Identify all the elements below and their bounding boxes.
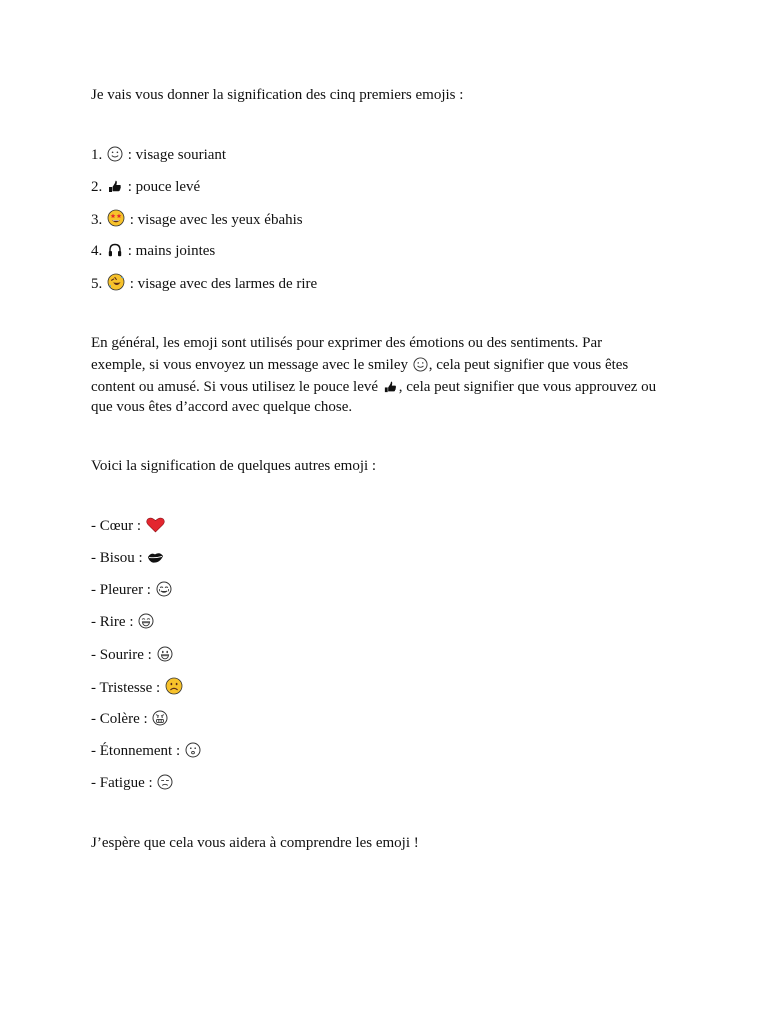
list-item <box>91 273 317 294</box>
list-text: - Sourire : <box>91 647 152 663</box>
paragraph-line <box>91 377 656 397</box>
list-item <box>91 145 226 165</box>
list-item <box>91 741 202 761</box>
list-number: 3. <box>91 212 103 228</box>
paragraph-line: En général, les emoji sont utilisés pour exprimer des émotions ou des sentiments. Par <box>91 335 603 351</box>
list-text: : pouce levé <box>127 179 201 195</box>
list-number: 1. <box>91 147 103 163</box>
list-item <box>91 612 155 632</box>
list-item <box>91 773 174 793</box>
laughing-face-outline-icon <box>138 613 154 629</box>
list-item <box>91 177 200 197</box>
grinning-face-outline-icon <box>157 646 173 662</box>
angry-face-outline-icon <box>152 710 168 726</box>
list-text: - Colère : <box>91 711 148 727</box>
list-item <box>91 548 165 568</box>
list-text: - Cœur : <box>91 518 141 534</box>
list-item <box>91 241 215 261</box>
list-text: : visage avec les yeux ébahis <box>129 212 303 228</box>
list-number: 4. <box>91 243 103 259</box>
thumbs-up-icon <box>107 178 123 194</box>
paragraph-text: exemple, si vous envoyez un message avec le smiley <box>91 357 408 373</box>
closing-text: J’espère que cela vous aidera à comprendre les emoji ! <box>91 835 419 851</box>
smiling-face-outline-icon <box>413 357 428 372</box>
list-text: - Rire : <box>91 614 134 630</box>
paragraph-line: que vous êtes d’accord avec quelque chose. <box>91 399 353 415</box>
list-item <box>91 516 166 536</box>
red-heart-icon <box>146 517 165 533</box>
list-text: - Pleurer : <box>91 582 151 598</box>
star-struck-face-icon <box>107 209 125 227</box>
list-item <box>91 677 184 698</box>
paragraph-text: , cela peut signifier que vous approuvez ou <box>398 379 657 395</box>
surprised-face-outline-icon <box>185 742 201 758</box>
frowning-face-icon <box>165 677 183 695</box>
list-item <box>91 209 303 230</box>
section-intro: Voici la signification de quelques autres emoji : <box>91 458 377 474</box>
list-text: - Étonnement : <box>91 743 181 759</box>
paragraph-line <box>91 355 628 375</box>
list-number: 5. <box>91 276 103 292</box>
thumbs-up-icon <box>383 379 398 394</box>
list-text: : mains jointes <box>127 243 216 259</box>
headphones-icon <box>107 242 123 258</box>
paragraph-text: , cela peut signifier que vous êtes <box>428 357 629 373</box>
list-text: - Bisou : <box>91 550 143 566</box>
crying-face-outline-icon <box>156 581 172 597</box>
paragraph-text: content ou amusé. Si vous utilisez le pouce levé <box>91 379 379 395</box>
list-text: - Tristesse : <box>91 680 161 696</box>
smiling-face-outline-icon <box>107 146 123 162</box>
rofl-face-icon <box>107 273 125 291</box>
intro-text: Je vais vous donner la signification des cinq premiers emojis : <box>91 87 464 103</box>
list-item <box>91 580 173 600</box>
list-item <box>91 645 174 665</box>
list-number: 2. <box>91 179 103 195</box>
tired-face-outline-icon <box>157 774 173 790</box>
list-text: : visage souriant <box>127 147 227 163</box>
list-text: - Fatigue : <box>91 775 153 791</box>
list-text: : visage avec des larmes de rire <box>129 276 318 292</box>
list-item <box>91 709 169 729</box>
kiss-lips-icon <box>147 551 164 565</box>
